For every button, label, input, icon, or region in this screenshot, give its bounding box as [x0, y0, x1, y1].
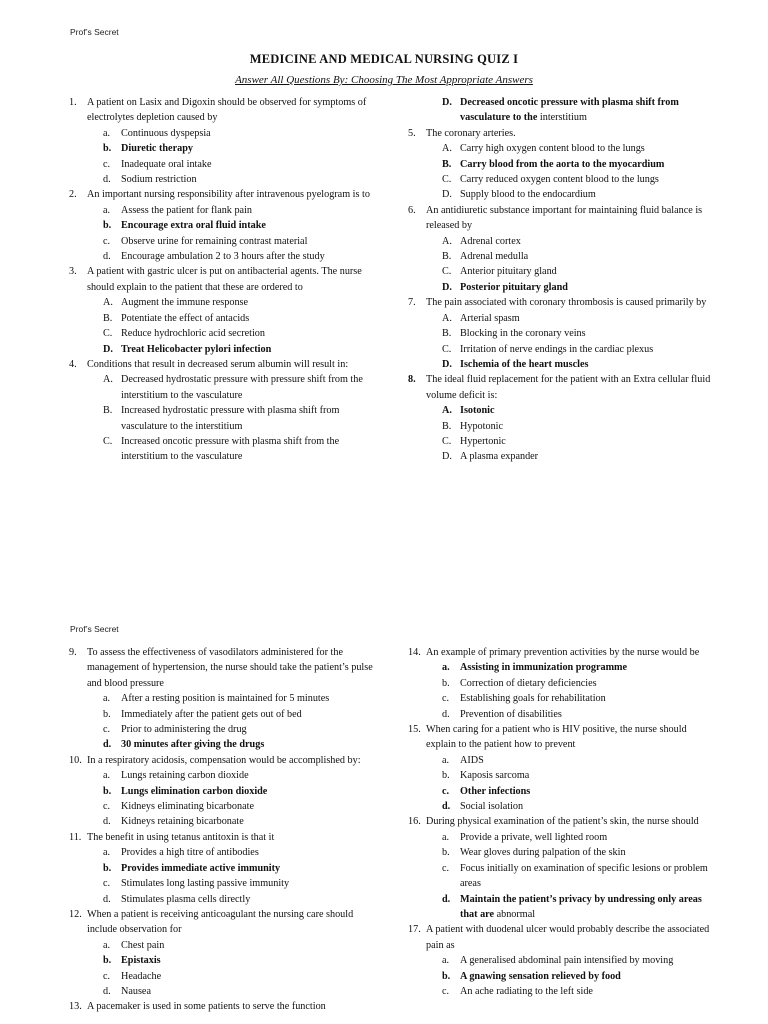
option[interactable]: [408, 264, 718, 279]
option-text: Kidneys retaining bicarbonate: [121, 816, 244, 828]
option-text: After a resting position is maintained for 5 minutes: [121, 693, 330, 705]
option-text: Arterial spasm: [460, 312, 520, 324]
question-text: The ideal fluid replacement for the patient with an Extra cellular fluid volume deficit is:: [426, 374, 711, 401]
option-letter: c.: [442, 862, 450, 874]
question-text: During physical examination of the patient’s skin, the nurse should: [426, 816, 699, 828]
option[interactable]: [408, 326, 718, 341]
option[interactable]: [69, 938, 379, 953]
option-text: Assisting in immunization programme: [460, 662, 628, 674]
option-text: Prevention of disabilities: [460, 708, 562, 720]
option-letter: C.: [103, 328, 113, 340]
question-9: [69, 645, 379, 691]
option-letter: a.: [442, 662, 450, 674]
option-letter: b.: [103, 785, 112, 797]
option-letter: b.: [103, 220, 112, 232]
option-text: Wear gloves during palpation of the skin: [460, 847, 626, 859]
option-letter: a.: [103, 127, 111, 139]
option-letter: c.: [103, 801, 111, 813]
option-text: Prior to administering the drug: [121, 724, 247, 736]
question-text: The coronary arteries.: [426, 127, 516, 139]
option-letter: a.: [442, 754, 450, 766]
option-letter: a.: [103, 939, 111, 951]
option[interactable]: [408, 845, 718, 860]
option[interactable]: [408, 434, 718, 449]
option-letter: C.: [442, 266, 452, 278]
option-correct[interactable]: [408, 969, 718, 984]
option[interactable]: [69, 295, 379, 310]
question-16: [408, 814, 718, 829]
option[interactable]: [69, 768, 379, 783]
option-text: An ache radiating to the left side: [460, 985, 593, 997]
option-letter: b.: [442, 847, 450, 859]
option-text: Potentiate the effect of antacids: [121, 312, 250, 324]
question-number: 7.: [408, 297, 416, 309]
question-text: An important nursing responsibility after intravenous pyelogram is to: [87, 189, 370, 201]
option-letter: c.: [103, 235, 111, 247]
option-text: Lungs retaining carbon dioxide: [121, 770, 249, 782]
question-13: [69, 999, 379, 1014]
option-correct[interactable]: [69, 737, 379, 752]
option[interactable]: [408, 187, 718, 202]
question-text: When a patient is receiving anticoagulant the nursing care should include observation for: [87, 908, 354, 936]
question-number: 9.: [69, 647, 77, 658]
option-letter: D.: [442, 97, 452, 108]
question-number: 13.: [69, 1001, 82, 1013]
option-letter: D.: [103, 343, 113, 355]
question-number: 10.: [69, 754, 82, 766]
option-text: Chest pain: [121, 939, 165, 951]
question-number: 11.: [69, 831, 82, 843]
option-correct[interactable]: [408, 95, 718, 126]
page-header: Prof’s Secret: [70, 27, 119, 37]
option[interactable]: [69, 249, 379, 264]
option-letter: c.: [442, 693, 450, 705]
option[interactable]: [408, 691, 718, 706]
option[interactable]: [69, 984, 379, 999]
option-text: Continuous dyspepsia: [121, 127, 211, 139]
option-text: Blocking in the coronary veins: [460, 328, 586, 340]
right-column: [408, 95, 718, 465]
option-text: Decreased hydrostatic pressure with pressure shift from the interstitium to the vasculature: [121, 374, 363, 401]
option-letter: b.: [442, 677, 450, 689]
right-column: [408, 645, 718, 999]
option-letter: c.: [442, 785, 450, 797]
option[interactable]: [408, 830, 718, 845]
option-text: Posterior pituitary gland: [460, 281, 568, 293]
option-text: Kidneys eliminating bicarbonate: [121, 801, 254, 813]
option-correct[interactable]: [69, 218, 379, 233]
option-letter: a.: [103, 847, 111, 859]
option-text: A plasma expander: [460, 451, 539, 463]
question-number: 12.: [69, 908, 82, 920]
option-letter: c.: [103, 878, 111, 890]
option-letter: d.: [103, 739, 112, 751]
option-letter: d.: [103, 174, 111, 186]
option[interactable]: [69, 157, 379, 172]
option-text: Ischemia of the heart muscles: [460, 358, 589, 370]
question-text: Conditions that result in decreased serum albumin will result in:: [87, 358, 349, 370]
option[interactable]: [408, 311, 718, 326]
option-letter: A.: [103, 297, 113, 309]
option-letter: A.: [442, 312, 452, 324]
option[interactable]: [69, 326, 379, 341]
option-letter: c.: [103, 158, 111, 170]
question-text: A patient on Lasix and Digoxin should be observed for symptoms of electrolytes depletion caused by: [87, 97, 367, 124]
option-letter: B.: [442, 328, 452, 340]
option-letter: c.: [103, 970, 111, 982]
option-text: Sodium restriction: [121, 174, 197, 186]
option-letter: a.: [103, 693, 111, 705]
question-number: 3.: [69, 266, 77, 278]
question-14: [408, 645, 718, 660]
option-letter: C.: [442, 343, 452, 355]
option-correct[interactable]: [408, 660, 718, 675]
option[interactable]: [408, 419, 718, 434]
option-letter: c.: [103, 724, 111, 736]
question-17: [408, 922, 718, 953]
option-letter: B.: [103, 405, 113, 417]
option-letter: B.: [442, 420, 452, 432]
question-number: 1.: [69, 97, 77, 108]
left-column: [69, 645, 379, 1015]
option-text: Isotonic: [460, 405, 495, 417]
option-correct[interactable]: [408, 403, 718, 418]
option-text: Encourage ambulation 2 to 3 hours after the study: [121, 251, 325, 263]
option-letter: A.: [103, 374, 113, 386]
option-correct[interactable]: [69, 342, 379, 357]
option[interactable]: [69, 403, 379, 434]
option-letter: d.: [103, 816, 111, 828]
option-text: Carry blood from the aorta to the myocardium: [460, 158, 665, 170]
option-letter: b.: [442, 770, 450, 782]
option[interactable]: [69, 691, 379, 706]
option-text: Social isolation: [460, 801, 524, 813]
question-number: 16.: [408, 816, 421, 828]
option-text: Inadequate oral intake: [121, 158, 212, 170]
question-number: 2.: [69, 189, 77, 201]
question-number: 4.: [69, 358, 77, 370]
question-6: [408, 203, 718, 234]
option-letter: a.: [103, 770, 111, 782]
option[interactable]: [408, 707, 718, 722]
question-7: [408, 295, 718, 310]
option[interactable]: [408, 953, 718, 968]
option[interactable]: [408, 234, 718, 249]
quiz-title: MEDICINE AND MEDICAL NURSING QUIZ I: [249, 52, 519, 66]
option-correct[interactable]: [408, 157, 718, 172]
option[interactable]: [408, 984, 718, 999]
question-text: The benefit in using tetanus antitoxin is that it: [87, 831, 275, 843]
option-letter: D.: [442, 189, 452, 201]
option-text: Stimulates long lasting passive immunity: [121, 878, 290, 890]
option[interactable]: [69, 234, 379, 249]
option-letter: B.: [103, 312, 113, 324]
option-letter: d.: [103, 251, 111, 263]
option-text: Maintain the patient’s privacy by undressing only areas that are: [460, 893, 702, 920]
option-text: A generalised abdominal pain intensified by moving: [460, 955, 674, 967]
option-letter: d.: [442, 801, 451, 813]
option-text: Supply blood to the endocardium: [460, 189, 596, 201]
question-3: [69, 264, 379, 295]
option-correct[interactable]: [408, 892, 718, 923]
question-1: [69, 95, 379, 126]
option-letter: d.: [103, 893, 111, 905]
option-letter: a.: [442, 955, 450, 967]
option-letter: B.: [442, 251, 452, 263]
option[interactable]: [69, 172, 379, 187]
option-correct[interactable]: [408, 784, 718, 799]
question-text: An antidiuretic substance important for maintaining fluid balance is released by: [426, 204, 703, 232]
question-4: [69, 357, 379, 372]
left-column: [69, 95, 379, 465]
option-text: Epistaxis: [121, 955, 161, 967]
option-correct[interactable]: [69, 953, 379, 968]
option[interactable]: [69, 799, 379, 814]
option-text: Augment the immune response: [121, 297, 249, 309]
option-text: Reduce hydrochloric acid secretion: [121, 328, 265, 340]
question-2: [69, 187, 379, 202]
option-text: Stimulates plasma cells directly: [121, 893, 251, 905]
option-text: A gnawing sensation relieved by food: [460, 970, 621, 982]
option-letter: C.: [442, 435, 452, 447]
option-text: Kaposis sarcoma: [460, 770, 530, 782]
option-correct[interactable]: [69, 141, 379, 156]
option-text: Observe urine for remaining contrast material: [121, 235, 308, 247]
question-text: A pacemaker is used in some patients to serve the function: [87, 1001, 326, 1013]
option-text: Treat Helicobacter pylori infection: [121, 343, 272, 355]
option-text: Immediately after the patient gets out of bed: [121, 708, 302, 720]
option-text: Other infections: [460, 785, 531, 797]
option-correct[interactable]: [69, 784, 379, 799]
option[interactable]: [69, 845, 379, 860]
option-text: Lungs elimination carbon dioxide: [121, 785, 268, 797]
option-text: Encourage extra oral fluid intake: [121, 220, 266, 232]
question-15: [408, 722, 718, 753]
option[interactable]: [69, 722, 379, 737]
option-text: AIDS: [460, 754, 484, 766]
option[interactable]: [408, 249, 718, 264]
option-letter: D.: [442, 281, 452, 293]
option-letter: d.: [442, 893, 451, 905]
option-letter: b.: [442, 970, 451, 982]
option[interactable]: [408, 449, 718, 464]
question-number: 5.: [408, 127, 416, 139]
question-number: 17.: [408, 924, 421, 936]
option-letter: b.: [103, 143, 112, 155]
option[interactable]: [408, 342, 718, 357]
option-text-tail: interstitium: [539, 112, 587, 124]
option[interactable]: [69, 707, 379, 722]
option-text-tail: abnormal: [496, 908, 536, 920]
option-letter: a.: [103, 204, 111, 216]
option-text: Carry high oxygen content blood to the lungs: [460, 143, 645, 155]
question-text: An example of primary prevention activities by the nurse would be: [426, 647, 700, 658]
option-letter: d.: [442, 708, 450, 720]
option-text: Adrenal medulla: [460, 251, 529, 263]
question-text: A patient with duodenal ulcer would probably describe the associated pain as: [426, 924, 710, 951]
option[interactable]: [408, 676, 718, 691]
option-text: Provides immediate active immunity: [121, 862, 281, 874]
option-text: Adrenal cortex: [460, 235, 521, 247]
option-text: Provide a private, well lighted room: [460, 831, 608, 843]
option-letter: b.: [103, 708, 111, 720]
option-letter: C.: [442, 174, 452, 186]
option-correct[interactable]: [408, 280, 718, 295]
option[interactable]: [69, 876, 379, 891]
option-letter: C.: [103, 435, 113, 447]
option[interactable]: [408, 141, 718, 156]
option[interactable]: [408, 753, 718, 768]
page-header: Prof’s Secret: [70, 624, 119, 634]
option[interactable]: [408, 799, 718, 814]
option-letter: a.: [442, 831, 450, 843]
question-text: To assess the effectiveness of vasodilators administered for the management of hypertension, the nurse should take the patient’s pulse and blood pressure: [87, 647, 373, 689]
option-text: Increased hydrostatic pressure with plasma shift from vasculature to the interstitium: [121, 405, 340, 432]
option[interactable]: [69, 372, 379, 403]
question-10: [69, 753, 379, 768]
option-letter: d.: [103, 985, 111, 997]
option-text: Nausea: [121, 985, 151, 997]
option-text: Provides a high titre of antibodies: [121, 847, 259, 859]
question-text: The pain associated with coronary thrombosis is caused primarily by: [426, 297, 707, 309]
option-correct[interactable]: [69, 861, 379, 876]
option-letter: B.: [442, 158, 452, 170]
question-11: [69, 830, 379, 845]
option-letter: A.: [442, 405, 452, 417]
option[interactable]: [69, 311, 379, 326]
page-2: [0, 610, 768, 1024]
option-text: Anterior pituitary gland: [460, 266, 557, 278]
option[interactable]: [408, 768, 718, 783]
option-correct[interactable]: [408, 357, 718, 372]
question-number: 15.: [408, 724, 421, 736]
option-text: 30 minutes after giving the drugs: [121, 739, 265, 751]
option[interactable]: [69, 814, 379, 829]
question-number: 8.: [408, 374, 416, 386]
option-text: Establishing goals for rehabilitation: [460, 693, 606, 705]
option-letter: A.: [442, 143, 452, 155]
option-text: Assess the patient for flank pain: [121, 204, 252, 216]
question-number: 14.: [408, 647, 421, 658]
option-letter: D.: [442, 358, 452, 370]
option-text: Decreased oncotic pressure with plasma shift from vasculature to the: [460, 97, 679, 124]
option-letter: b.: [103, 862, 112, 874]
option[interactable]: [69, 892, 379, 907]
option[interactable]: [69, 126, 379, 141]
option-text: Hypotonic: [460, 420, 504, 432]
quiz-instructions: Answer All Questions By: Choosing The Most Appropriate Answers: [235, 74, 533, 86]
option[interactable]: [408, 172, 718, 187]
question-text: When caring for a patient who is HIV positive, the nurse should explain to the patient how to prevent: [426, 724, 687, 751]
option-letter: A.: [442, 235, 452, 247]
question-number: 6.: [408, 204, 416, 216]
option[interactable]: [408, 861, 718, 892]
option[interactable]: [69, 203, 379, 218]
question-text: In a respiratory acidosis, compensation would be accomplished by:: [87, 754, 361, 766]
option[interactable]: [69, 434, 379, 465]
option-text: Increased oncotic pressure with plasma shift from the interstitium to the vasculature: [121, 435, 340, 463]
option-text: Focus initially on examination of specific lesions or problem areas: [460, 862, 708, 890]
question-5: [408, 126, 718, 141]
question-8: [408, 372, 718, 403]
option-letter: b.: [103, 955, 112, 967]
option-text: Carry reduced oxygen content blood to the lungs: [460, 174, 659, 186]
option-text: Irritation of nerve endings in the cardiac plexus: [460, 343, 654, 355]
option-text: Diuretic therapy: [121, 143, 193, 155]
option-letter: D.: [442, 451, 452, 463]
question-12: [69, 907, 379, 938]
option-text: Headache: [121, 970, 162, 982]
option[interactable]: [69, 969, 379, 984]
option-letter: c.: [442, 985, 450, 997]
option-text: Hypertonic: [460, 435, 506, 447]
question-text: A patient with gastric ulcer is put on antibacterial agents. The nurse should explain to the patient that these are ordered to: [87, 266, 362, 293]
option-text: Correction of dietary deficiencies: [460, 677, 597, 689]
